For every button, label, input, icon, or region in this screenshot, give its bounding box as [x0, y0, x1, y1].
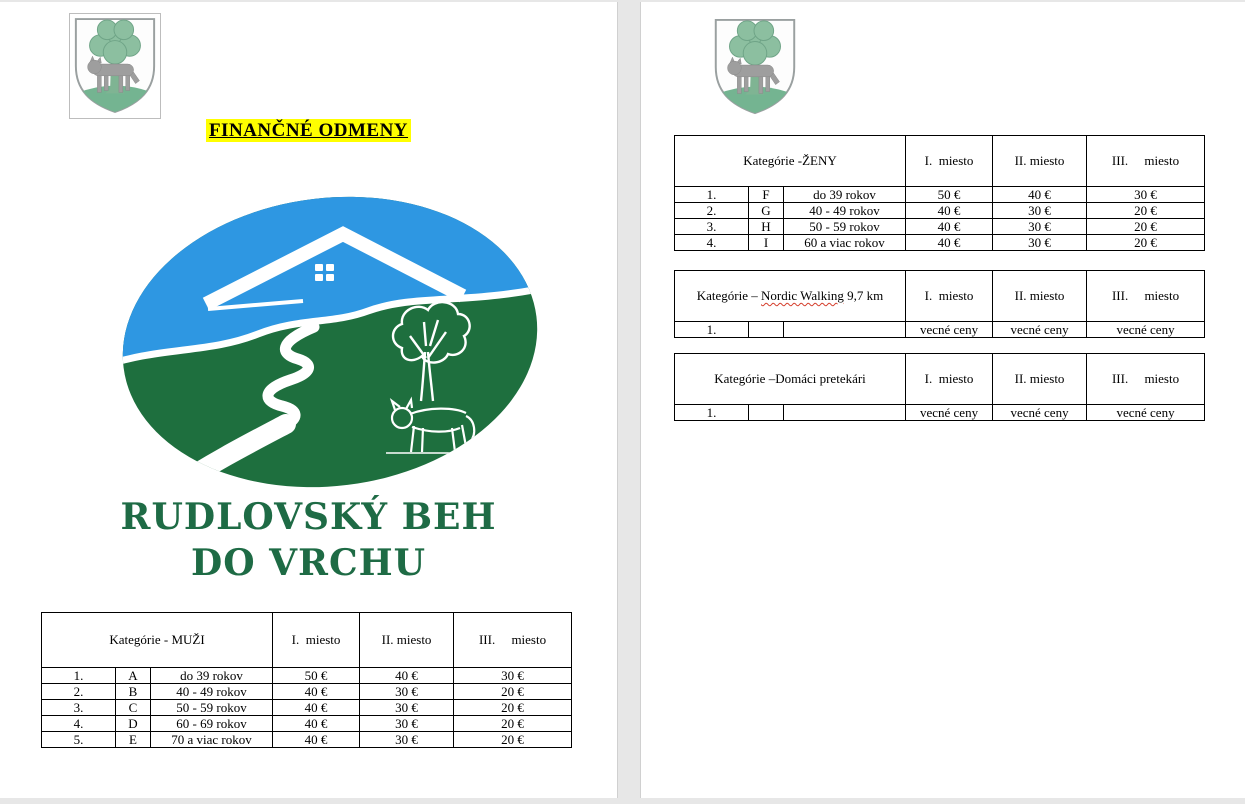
table-cell: I: [749, 235, 784, 251]
table-row: [675, 322, 1205, 338]
place-3-header: III. miesto: [1087, 136, 1205, 187]
category-header-cell: Kategórie –Domáci pretekári: [675, 354, 906, 405]
coat-of-arms-shield-icon: [70, 14, 160, 118]
table-cell: 1.: [675, 322, 749, 338]
table-cell: 30 €: [993, 235, 1087, 251]
page-title-text: FINANČNÉ ODMENY: [206, 119, 411, 142]
table-cell: 1.: [675, 187, 749, 203]
table-cell: 1.: [42, 668, 116, 684]
place-1-header: I. miesto: [906, 271, 993, 322]
table-cell: E: [116, 732, 151, 748]
prize-table-nordic-walking: [674, 270, 1205, 338]
table-cell: 40 €: [906, 203, 993, 219]
table-row: [675, 187, 1205, 203]
table-cell: 20 €: [454, 684, 572, 700]
table-cell: 50 €: [273, 668, 360, 684]
coat-of-arms-shield-icon: [709, 16, 801, 118]
table-cell: 50 €: [906, 187, 993, 203]
table-cell: 30 €: [1087, 187, 1205, 203]
table-cell: vecné ceny: [906, 405, 993, 421]
category-prefix: Kategórie –: [696, 288, 762, 303]
place-3-header: III. miesto: [1087, 271, 1205, 322]
page-right: [640, 2, 1245, 798]
table-cell: G: [749, 203, 784, 219]
table-cell: 30 €: [360, 700, 454, 716]
page-left: [0, 2, 618, 798]
table-cell: 40 €: [906, 219, 993, 235]
table-cell: do 39 rokov: [151, 668, 273, 684]
table-cell: 30 €: [360, 732, 454, 748]
table-row: [675, 235, 1205, 251]
table-row: [42, 716, 572, 732]
place-2-header: II. miesto: [993, 354, 1087, 405]
place-2-header: II. miesto: [360, 613, 454, 668]
race-logo-image: [118, 195, 543, 492]
prize-table-muzi: [41, 612, 572, 748]
table-cell: 3.: [42, 700, 116, 716]
table-cell: 30 €: [993, 203, 1087, 219]
table-cell: 40 €: [273, 716, 360, 732]
race-logo-title-line1: RUDLOVSKÝ BEH: [120, 496, 497, 538]
table-cell: 40 €: [906, 235, 993, 251]
table-cell: 20 €: [1087, 219, 1205, 235]
prize-table-zeny: [674, 135, 1205, 251]
category-header-cell: Kategórie -ŽENY: [675, 136, 906, 187]
table-cell: 40 - 49 rokov: [784, 203, 906, 219]
spellcheck-underlined-text: Nordic Walking: [761, 288, 844, 303]
table-header-row: [675, 271, 1205, 322]
table-cell: B: [116, 684, 151, 700]
table-cell: 40 €: [273, 684, 360, 700]
race-logo-title: [0, 494, 617, 586]
category-header-cell: Kategórie - MUŽI: [42, 613, 273, 668]
table-cell: 1.: [675, 405, 749, 421]
place-1-header: I. miesto: [906, 354, 993, 405]
table-cell: vecné ceny: [906, 322, 993, 338]
table-cell: 60 a viac rokov: [784, 235, 906, 251]
table-cell: [784, 405, 906, 421]
table-cell: 30 €: [454, 668, 572, 684]
table-cell: vecné ceny: [1087, 405, 1205, 421]
table-cell: 20 €: [454, 700, 572, 716]
table-cell: [749, 405, 784, 421]
table-cell: 60 - 69 rokov: [151, 716, 273, 732]
table-cell: vecné ceny: [993, 405, 1087, 421]
table-cell: 2.: [675, 203, 749, 219]
table-row: [42, 668, 572, 684]
page-title: [0, 120, 617, 142]
table-cell: 40 €: [360, 668, 454, 684]
coat-of-arms-image: [69, 13, 161, 119]
table-cell: C: [116, 700, 151, 716]
table-cell: 70 a viac rokov: [151, 732, 273, 748]
place-3-header: III. miesto: [454, 613, 572, 668]
coat-of-arms-image-right: [709, 16, 801, 118]
category-suffix: 9,7 km: [843, 288, 884, 303]
table-cell: 30 €: [993, 219, 1087, 235]
table-cell: do 39 rokov: [784, 187, 906, 203]
category-header-cell: [675, 271, 906, 322]
race-logo-title-line2: DO VRCHU: [190, 542, 427, 584]
place-2-header: II. miesto: [993, 271, 1087, 322]
table-cell: 4.: [42, 716, 116, 732]
table-row: [675, 405, 1205, 421]
table-cell: D: [116, 716, 151, 732]
table-header-row: [675, 136, 1205, 187]
table-cell: F: [749, 187, 784, 203]
table-cell: [749, 322, 784, 338]
table-cell: A: [116, 668, 151, 684]
table-row: [42, 684, 572, 700]
place-3-header: III. miesto: [1087, 354, 1205, 405]
table-cell: 3.: [675, 219, 749, 235]
table-cell: 40 €: [273, 732, 360, 748]
table-cell: 5.: [42, 732, 116, 748]
table-cell: 40 €: [993, 187, 1087, 203]
table-row: [675, 219, 1205, 235]
table-cell: 50 - 59 rokov: [151, 700, 273, 716]
table-cell: 40 - 49 rokov: [151, 684, 273, 700]
prize-table-domaci: [674, 353, 1205, 421]
table-row: [42, 732, 572, 748]
table-cell: H: [749, 219, 784, 235]
table-header-row: [42, 613, 572, 668]
table-row: [675, 203, 1205, 219]
table-cell: 20 €: [1087, 203, 1205, 219]
table-cell: 50 - 59 rokov: [784, 219, 906, 235]
table-cell: 4.: [675, 235, 749, 251]
table-cell: 20 €: [454, 732, 572, 748]
table-cell: 20 €: [1087, 235, 1205, 251]
place-1-header: I. miesto: [906, 136, 993, 187]
table-row: [42, 700, 572, 716]
table-cell: 20 €: [454, 716, 572, 732]
table-cell: 30 €: [360, 684, 454, 700]
place-1-header: I. miesto: [273, 613, 360, 668]
table-cell: 40 €: [273, 700, 360, 716]
table-cell: [784, 322, 906, 338]
table-cell: 30 €: [360, 716, 454, 732]
table-cell: vecné ceny: [1087, 322, 1205, 338]
table-cell: vecné ceny: [993, 322, 1087, 338]
table-header-row: [675, 354, 1205, 405]
table-cell: 2.: [42, 684, 116, 700]
place-2-header: II. miesto: [993, 136, 1087, 187]
